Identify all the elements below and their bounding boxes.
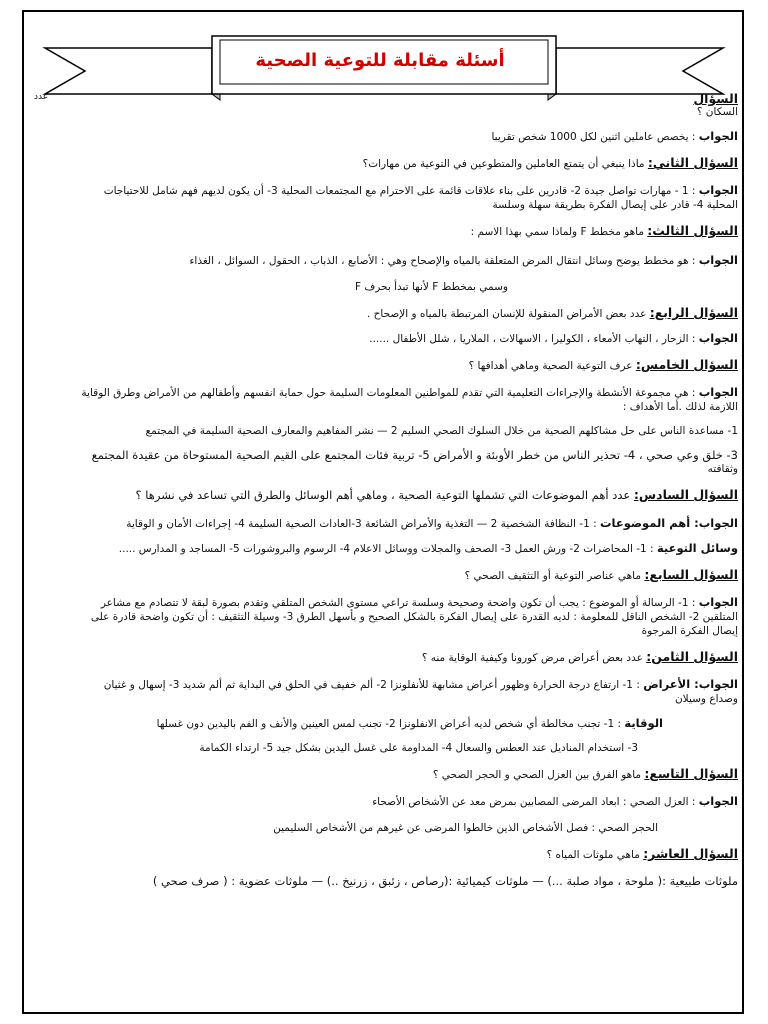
answer-1-label: الجواب [698, 129, 738, 143]
banner-left-tail [45, 48, 212, 94]
question-9: السؤال التاسع: ماهو الفرق بين العزل الصحي و الحجر الصحي ؟ [432, 766, 738, 781]
answer-9: الجواب : العزل الصحي : ابعاد المرضى المصابين بمرض معد عن الأشخاص الأصحاء [372, 794, 738, 808]
answer-8-line2: وصداع وسيلان [674, 693, 738, 705]
answer-1: الجواب : يخصص عاملين اثنين لكل 1000 شخص تقريبا [491, 129, 738, 143]
question-2: السؤال الثاني: ماذا ينبغي أن يتمتع العاملين والمتطوعين في التوعية من مهارات؟ [362, 155, 738, 170]
question-6: السؤال السادس: عدد أهم الموضوعات التي تشملها التوعية الصحية ، وماهي أهم الوسائل والطرق التي تساعد في نشرها ؟ [135, 487, 738, 502]
answer-6: الجواب: أهم الموضوعات : 1- النظافة الشخصية 2 — التغذية والأمراض الشائعة 3-العادات الصحية السليمة 4- إجراءات الأمان و الوقاية [126, 516, 738, 530]
answer-2-line2: المحلية 4- قادر على إيصال الفكرة بطريقة سهلة وسلسة [492, 199, 738, 211]
question-3: السؤال الثالث: ماهو مخطط F ولماذا سمي بهذا الاسم : [470, 223, 738, 238]
answer-7-line3: إيصال الفكرة المرجوة [641, 625, 738, 637]
qa-content [30, 92, 738, 888]
answer-5-line2: اللازمة لذلك .أما الأهداف : [622, 401, 738, 413]
answer-9-line2: الحجر الصحي : فصل الأشخاص الذين خالطوا المرضى عن غيرهم من الأشخاص السليمين [273, 822, 658, 834]
question-7: السؤال السابع: ماهي عناصر التوعية أو التثقيف الصحي ؟ [464, 567, 738, 582]
answer-2: الجواب : 1 - مهارات تواصل جيدة 2- قادرين على بناء علاقات قائمة على الاحترام مع المجتمعات المحلية 3- أن يكون لديهم فهم شامل للاحتياجات [103, 183, 738, 197]
question-8: السؤال الثامن: عدد بعض أعراض مرض كورونا وكيفية الوقاية منه ؟ [421, 649, 738, 664]
corner-fragment: عدد [34, 92, 49, 102]
answer-7-line2: المتلقين 2- الشخص الناقل للمعلومة : لديه القدرة على إيصال الفكرة بالشكل الصحيح و بأسهل الطرق 3- وسيلة التثقيف : أن تكون واضحة قادرة على [90, 611, 738, 623]
answer-6-means: وسائل التوعية : 1- المحاضرات 2- ورش العمل 3- الصحف والمجلات ووسائل الاعلام 4- الرسوم والبروشورات 5- المساجد و المدارس ..... [118, 541, 738, 555]
answer-4: الجواب : الزحار ، التهاب الأمعاء ، الكوليرا ، الاسهالات ، الملاريا ، شلل الأطفال ...... [369, 331, 738, 345]
banner-right-tail [556, 48, 723, 94]
answer-5: الجواب : هي مجموعة الأنشطة والإجراءات التعليمية التي تقدم للمواطنين المعلومات السليمة حول حماية انفسهم وأطفالهم من الأمراض وطرق الوقاية [81, 385, 738, 399]
question-1-text: السكان ؟ [696, 106, 738, 118]
question-5: السؤال الخامس: عرف التوعية الصحية وماهي أهدافها ؟ [468, 357, 738, 372]
answer-3-line2: وسمي بمخطط F لأنها تبدأ بحرف F [354, 281, 508, 293]
answer-10: ملوثات طبيعية :( ملوحة ، مواد صلبة ...) — ملوثات كيميائية :(رصاص ، زئبق ، زرنيخ ..) — ملوثات عضوية : ( صرف صحي ) [152, 874, 738, 888]
answer-5-line5: وثقافته [707, 463, 738, 475]
answer-7: الجواب : 1- الرسالة أو الموضوع : يجب أن تكون واضحة وصحيحة وسلسة تراعي مستوى الشخص المتلقي وتقدم بصورة لبقة لا تتصادم مع مشاعر [100, 595, 738, 609]
question-4: السؤال الرابع: عدد بعض الأمراض المنقولة للإنسان المرتبطة بالمياه و الإصحاح . [366, 305, 738, 320]
question-10: السؤال العاشر: ماهي ملوثات المياه ؟ [546, 846, 738, 861]
answer-5-line4: 3- خلق وعي صحي ، 4- تحذير الناس من خطر الأوبئة و الأمراض 5- تربية فئات المجتمع على القيم الصحية المستوحاة من عقيدة المجتمع [91, 448, 738, 462]
answer-8-line4: 3- استخدام المناديل عند العطس والسعال 4- المداومة على غسل اليدين بشكل جيد 5- ارتداء الكمامة [199, 742, 638, 754]
page-title: أسئلة مقابلة للتوعية الصحية [255, 49, 505, 71]
answer-3: الجواب : هو مخطط يوضح وسائل انتقال المرض المتعلقة بالمياه والإصحاح وهي : الأصابع ، الذباب ، الحقول ، السوائل ، الغذاء [189, 253, 738, 267]
answer-8: الجواب: الأعراض : 1- ارتفاع درجة الحرارة وظهور أعراض مشابهة للأنفلونزا 2- ألم خفيف في الحلق في البداية ثم ألم شديد 3- إسهال و غثيان [103, 677, 738, 691]
answer-5-line3: 1- مساعدة الناس على حل مشاكلهم الصحية من خلال السلوك الصحي السليم 2 — نشر المفاهيم والمعارف الصحية السليمة في المجتمع [145, 425, 738, 437]
answer-8-prevention: الوقاية : 1- تجنب مخالطة أي شخص لديه أعراض الانفلونزا 2- تجنب لمس العينين والأنف و الفم باليدين دون غسلها [156, 716, 663, 730]
question-1-label: السؤال [693, 91, 738, 106]
